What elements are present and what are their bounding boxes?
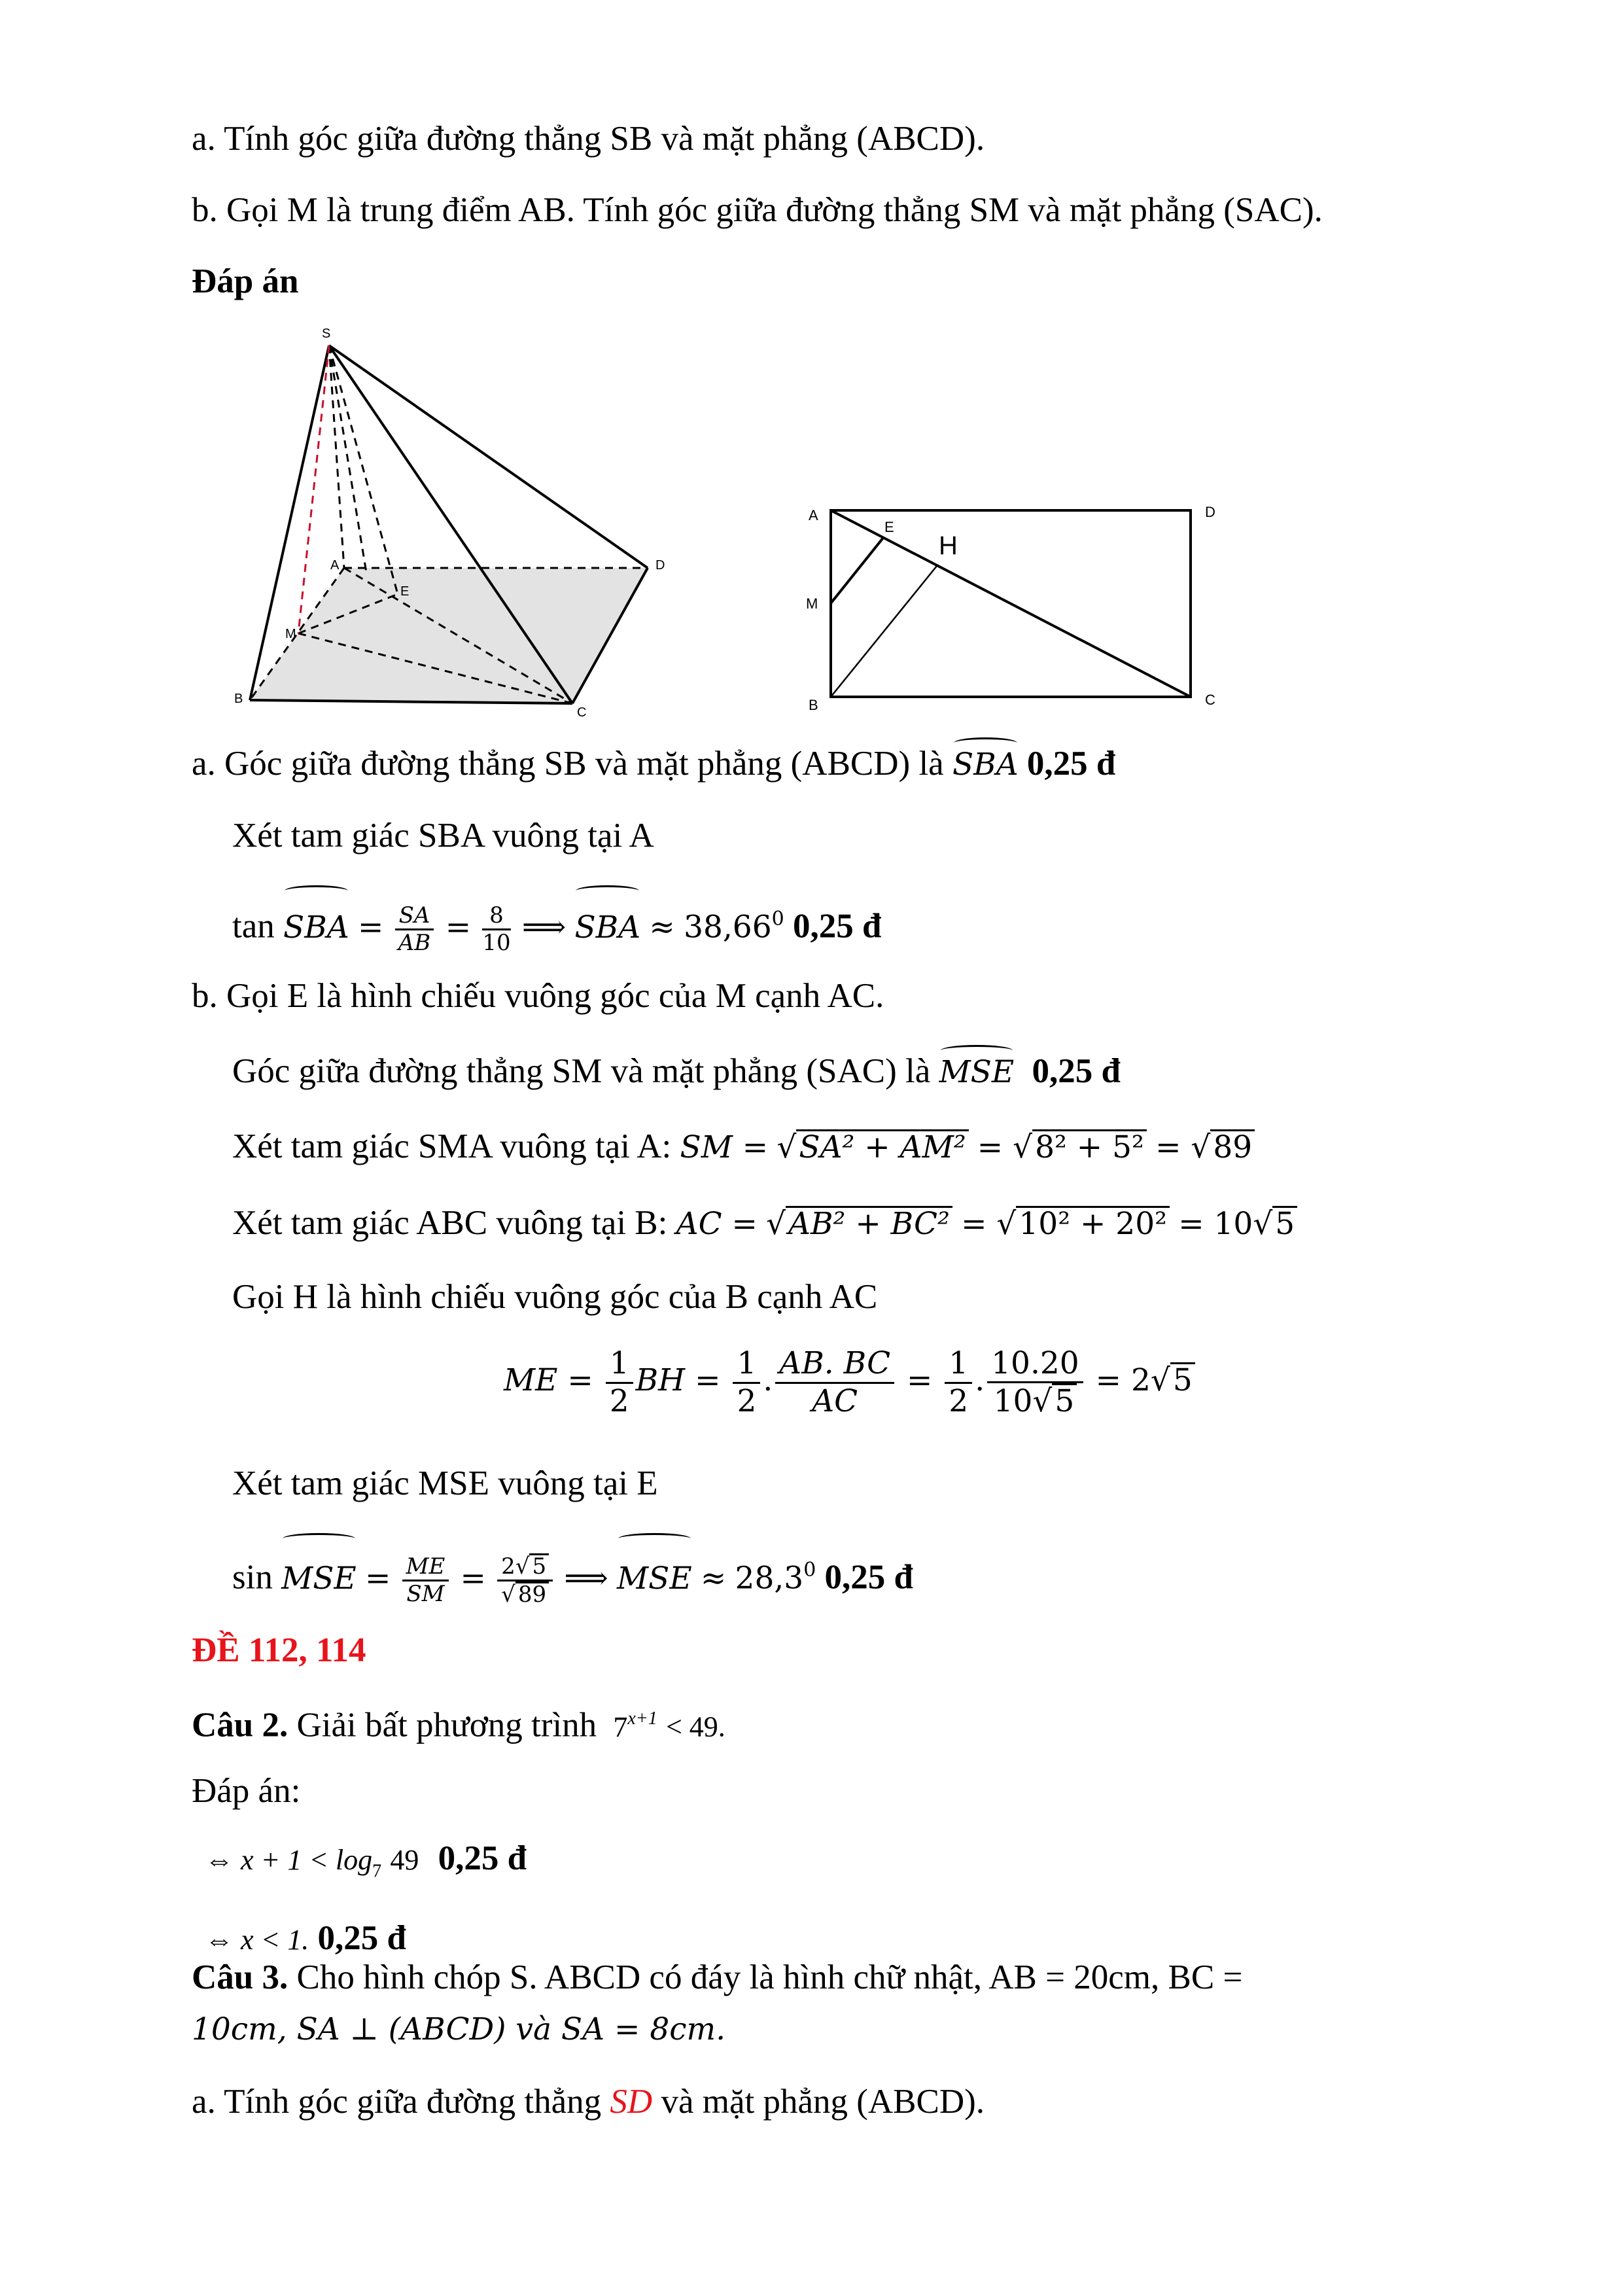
rect-label-B: B xyxy=(809,697,818,713)
rect-label-H: H xyxy=(939,531,958,560)
sol-b-me-eq: ME = $\frac{1}{2}$ BH = $\frac{1}{2}$ . $\frac{AB. BC}{AC}$ = $\frac{1}{2}$ . $\frac{10.20}{10√5}$ = 2√5 xyxy=(504,1335,1195,1426)
sol-b-sin-eq: sin MSE = $\frac{ME}{SM}$ = $\frac{2√ 5}{√ 89}$ ⟹ MSE ≈ 28,3$^0$ 0,25 đ xyxy=(232,1531,913,1610)
rect-label-D: D xyxy=(1205,504,1215,520)
label-M: M xyxy=(285,627,296,641)
label-B: B xyxy=(234,692,243,706)
sol-a-line1: a. Góc giữa đường thẳng SB và mặt phẳng (ABCD) là SBA 0,25 đ xyxy=(192,743,1115,786)
question-a: a. Tính góc giữa đường thẳng SB và mặt phẳng (ABCD). xyxy=(192,120,985,158)
label-A: A xyxy=(330,558,340,573)
rectangle-figure xyxy=(792,494,1236,720)
sol-b-line6: Xét tam giác MSE vuông tại E xyxy=(232,1464,658,1502)
cau2-step1: ⇔ $x + 1 < \log_7 49$ 0,25 đ xyxy=(205,1839,527,1882)
cau2-answer-label: Đáp án: xyxy=(192,1772,301,1810)
sol-b-line2: Góc giữa đường thẳng SM và mặt phẳng (SAC) là MSE 0,25 đ xyxy=(232,1050,1121,1093)
label-C: C xyxy=(577,705,587,720)
sol-b-ac-eq: Xét tam giác ABC vuông tại B: AC = √AB² + BC² = √10² + 20² = 10√5 xyxy=(232,1202,1297,1245)
rect-label-C: C xyxy=(1205,692,1215,708)
label-S: S xyxy=(322,327,331,341)
label-D: D xyxy=(655,558,665,573)
sol-b-line5: Gọi H là hình chiếu vuông góc của B cạnh AC xyxy=(232,1278,878,1316)
cau3-line1: Câu 3. Cho hình chóp S. ABCD có đáy là hình chữ nhật, AB = 20cm, BC = xyxy=(192,1958,1243,1996)
rect-label-E: E xyxy=(884,519,894,535)
sol-b-line1: b. Gọi E là hình chiếu vuông góc của M cạnh AC. xyxy=(192,977,884,1015)
section-title: ĐỀ 112, 114 xyxy=(192,1631,366,1669)
cau3-line2: 10cm, SA ⊥ (ABCD) và SA = 8cm. xyxy=(192,2011,726,2047)
cau2: Câu 2. Giải bất phương trình $7^{x+1} < 49$. xyxy=(192,1706,725,1744)
pyramid-figure xyxy=(222,321,667,726)
rect-label-M: M xyxy=(806,595,818,612)
label-E: E xyxy=(400,584,410,599)
answer-heading: Đáp án xyxy=(192,262,299,300)
sol-b-sm-eq: Xét tam giác SMA vuông tại A: SM = √SA² + AM² = √8² + 5² = √89 xyxy=(232,1125,1255,1169)
sol-a-tan-eq: tan SBA = $\frac{SA}{AB}$ = $\frac{8}{10}$ ⟹ SBA ≈ 38,66$^0$ 0,25 đ xyxy=(232,883,881,955)
question-b: b. Gọi M là trung điểm AB. Tính góc giữa đường thẳng SM và mặt phẳng (SAC). xyxy=(192,191,1323,229)
sol-a-line2: Xét tam giác SBA vuông tại A xyxy=(232,817,654,855)
cau2-step2: ⇔ x < 1. 0,25 đ xyxy=(205,1919,406,1957)
angle-SBA: SBA xyxy=(952,744,1019,786)
rect-label-A: A xyxy=(809,507,818,523)
cau3-a: a. Tính góc giữa đường thẳng SD và mặt phẳng (ABCD). xyxy=(192,2083,985,2121)
